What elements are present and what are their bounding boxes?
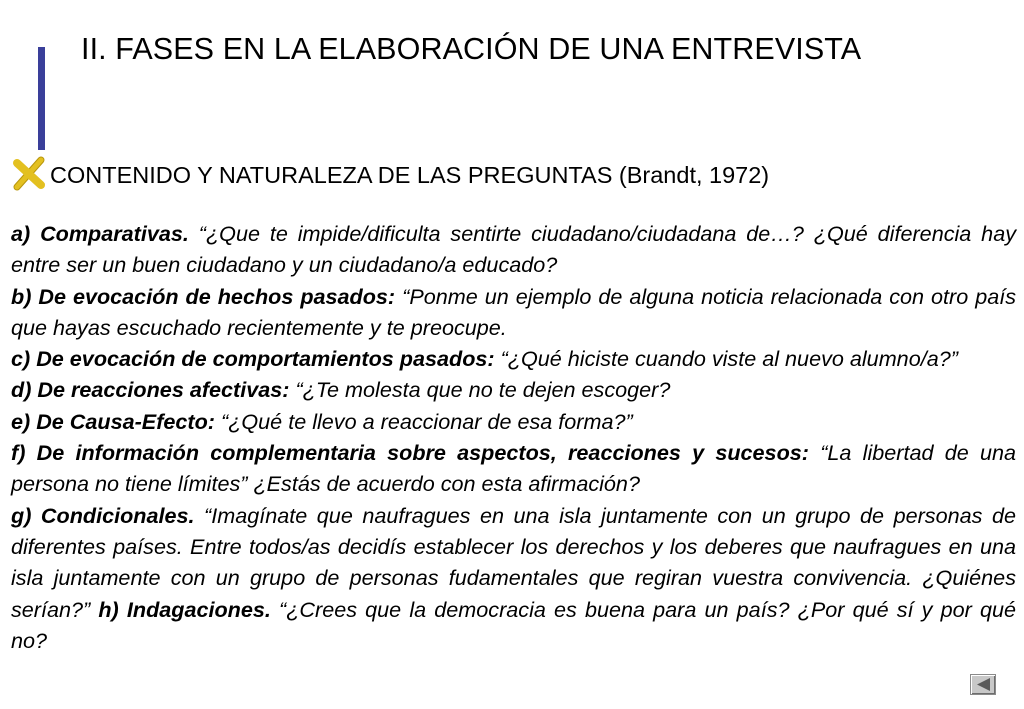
back-button[interactable] [970, 674, 996, 695]
item-text: “La libertad de una persona no tiene límites” ¿Estás de acuerdo con esta afirmación? [11, 440, 1016, 497]
item-label: h) Indagaciones. [98, 596, 271, 622]
item-label: e) De Causa-Efecto: [11, 408, 215, 434]
list-item [11, 500, 1016, 656]
item-text: “¿Qué te llevo a reaccionar de esa forma?” [215, 408, 633, 434]
item-label: f) De información complementaria sobre aspectos, reacciones y sucesos: [11, 440, 809, 466]
title-accent-bar [38, 47, 45, 150]
item-text: “¿Qué hiciste cuando viste al nuevo alumno/a?” [494, 346, 958, 372]
item-label: d) De reacciones afectivas: [11, 377, 290, 403]
list-item [11, 218, 1016, 281]
cross-icon [10, 154, 48, 192]
item-text: “¿Crees que la democracia es buena para un país? ¿Por qué sí y por qué no? [11, 596, 1016, 653]
list-item [11, 437, 1016, 500]
item-text: “¿Te molesta que no te dejen escoger? [289, 377, 671, 403]
section-heading-row [8, 154, 1008, 194]
item-text: “Ponme un ejemplo de alguna noticia relacionada con otro país que hayas escuchado recientemente y te preocupe. [11, 283, 1017, 340]
list-item [11, 281, 1016, 344]
list-item [11, 343, 1016, 374]
list-item [11, 406, 1016, 437]
list-item [11, 374, 1016, 405]
back-arrow-icon [975, 678, 991, 691]
item-text: “Imagínate que naufragues en una isla juntamente con un grupo de personas de diferentes países. Entre todos/as decidís establecer los derechos y los deberes que naufragues en una isla juntamente con un grupo de personas fudamentales que regiran vuestra convivencia. ¿Quiénes serían?” [11, 502, 1016, 622]
section-heading: CONTENIDO Y NATURALEZA DE LAS PREGUNTAS (Brandt, 1972) [50, 162, 770, 188]
question-types-list [11, 218, 1016, 656]
item-label: b) De evocación de hechos pasados: [11, 283, 396, 309]
item-label: a) Comparativas. [11, 221, 189, 246]
item-label: g) Condicionales. [11, 502, 195, 528]
item-text: “¿Que te impide/dificulta sentirte ciudadano/ciudadana de…? ¿Qué diferencia hay entre ser un buen ciudadano y un ciudadano/a educado? [11, 221, 1016, 278]
slide-title: II. FASES EN LA ELABORACIÓN DE UNA ENTREVISTA [81, 32, 862, 66]
item-label: c) De evocación de comportamientos pasados: [11, 346, 495, 372]
